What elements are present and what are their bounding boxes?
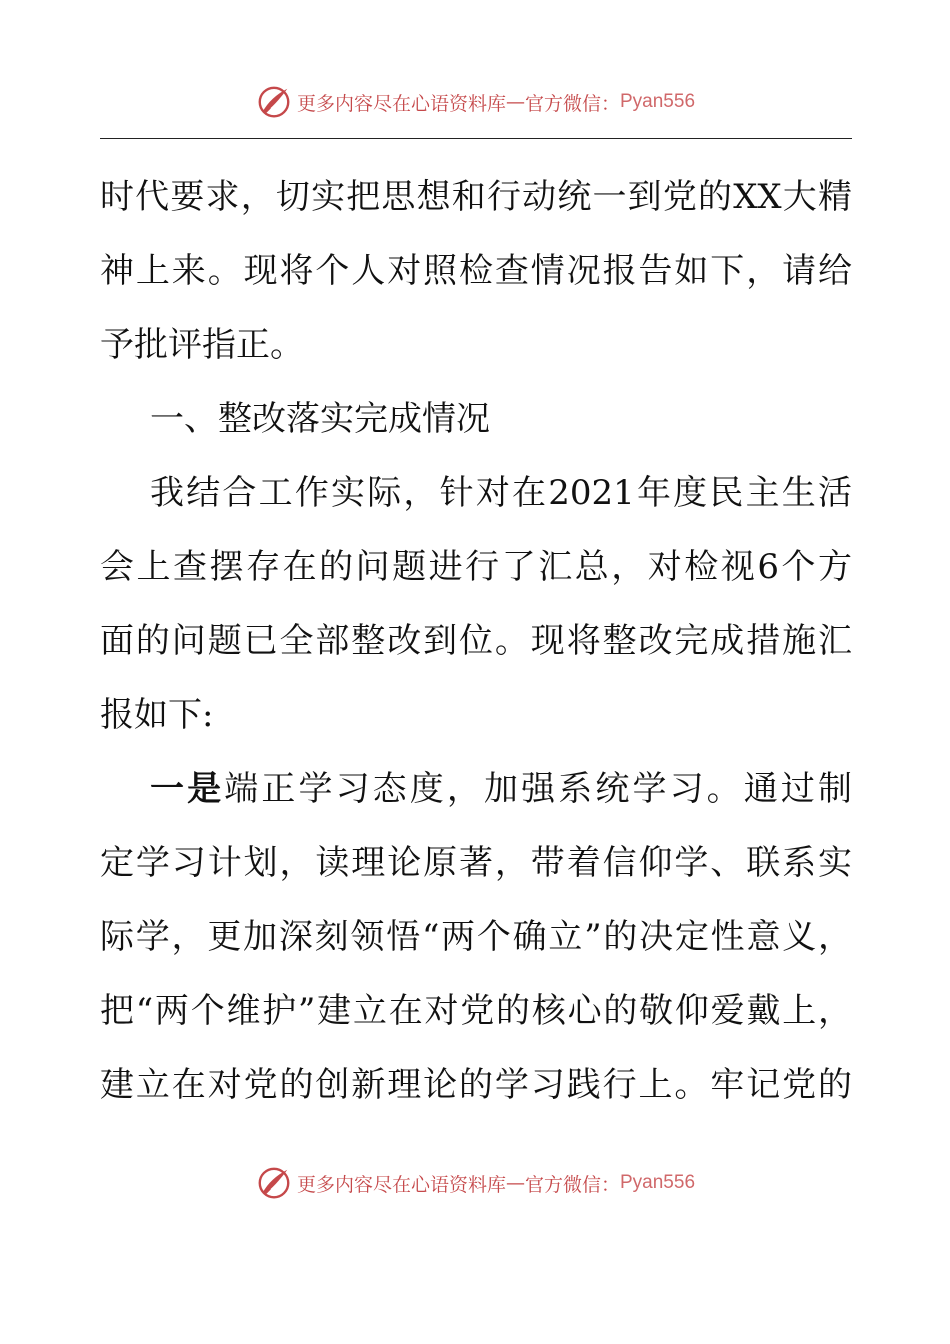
banner-dash: — — [505, 91, 525, 113]
text-line: 定学习计划，读理论原著，带着信仰学、联系实 — [100, 843, 852, 883]
text-line: 会上查摆存在的问题进行了汇总，对检视6个方 — [100, 547, 852, 587]
wechat-id: Pyan556 — [620, 91, 696, 112]
header-banner — [0, 82, 950, 122]
text-line-rest: 端正学习态度，加强系统学习。通过制 — [224, 769, 853, 809]
pen-logo-icon — [255, 83, 293, 121]
wechat-label: 官方微信： — [524, 92, 620, 115]
text-line: 我结合工作实际，针对在2021年度民主生活 — [150, 473, 852, 513]
footer-banner — [0, 1163, 950, 1203]
bold-lead: 一是 — [150, 769, 225, 809]
text-line: 面的问题已全部整改到位。现将整改完成措施汇 — [100, 621, 852, 661]
wechat-label: 官方微信： — [524, 1173, 620, 1196]
text-line: 时代要求，切实把思想和行动统一到党的XX大精 — [100, 177, 852, 217]
wechat-id: Pyan556 — [620, 1172, 696, 1193]
banner-text: 更多内容尽在心语资料库 — [296, 1173, 506, 1196]
text-line: 予批评指正。 — [100, 325, 304, 365]
section-heading: 一、整改落实完成情况 — [150, 399, 490, 439]
text-line: 把“两个维护”建立在对党的核心的敬仰爱戴上， — [100, 991, 852, 1031]
pen-logo-icon — [255, 1164, 293, 1202]
text-line: 神上来。现将个人对照检查情况报告如下，请给 — [100, 251, 852, 291]
text-line — [100, 752, 852, 826]
header-divider — [100, 138, 852, 139]
text-line: 建立在对党的创新理论的学习践行上。牢记党的 — [100, 1065, 852, 1105]
text-line: 际学，更加深刻领悟“两个确立”的决定性意义， — [100, 917, 852, 957]
banner-text: 更多内容尽在心语资料库 — [296, 92, 506, 115]
document-body — [100, 160, 852, 1122]
text-line: 报如下: — [100, 695, 214, 735]
banner-dash: — — [505, 1172, 525, 1194]
